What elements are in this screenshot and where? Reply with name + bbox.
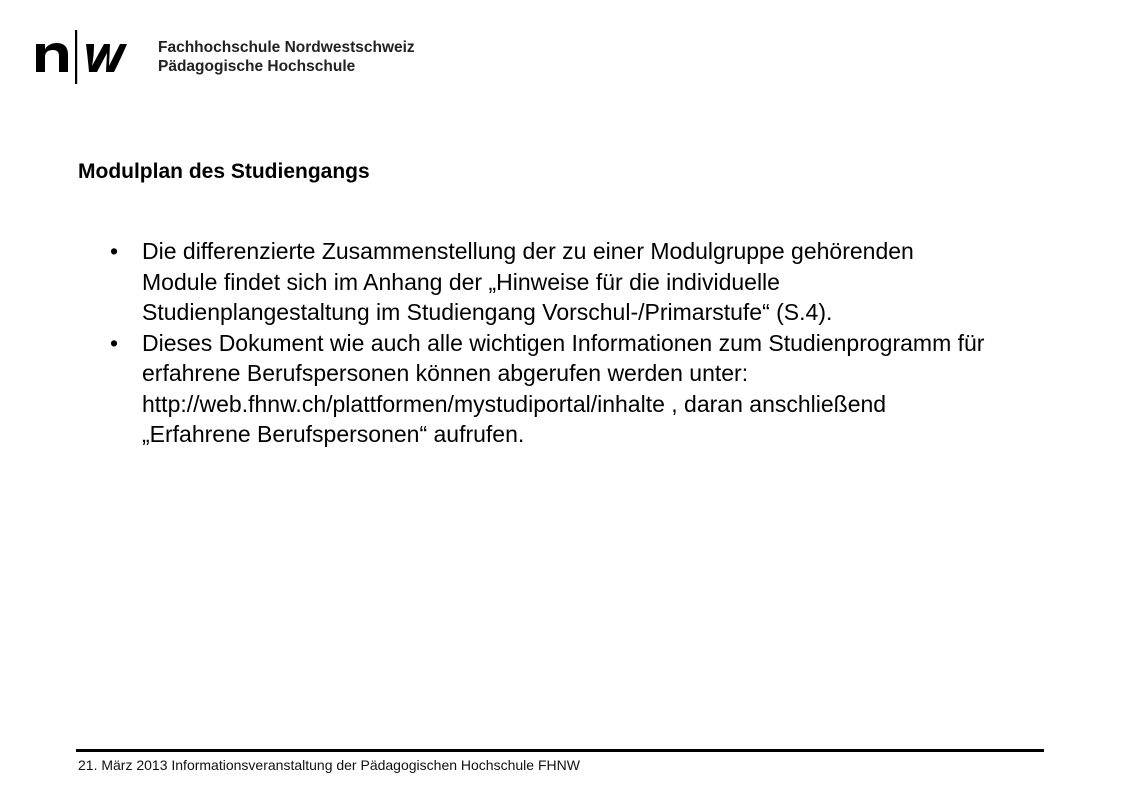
bullet-item-1 xyxy=(110,236,990,328)
fhnw-logo-text xyxy=(158,38,415,76)
bullet-text-2: Dieses Dokument wie auch alle wichtigen Informationen zum Studienprogramm für erfahrene Berufspersonen können abgerufen werden unter: http://web.fhnw.ch/plattformen/mystudiportal/inhalte , daran anschließend „Erfahrene Berufspersonen“ aufrufen. xyxy=(142,329,985,447)
logo-line-2: Pädagogische Hochschule xyxy=(158,58,356,75)
slide-title: Modulplan des Studiengangs xyxy=(78,160,370,183)
bullet-item-2 xyxy=(110,328,990,450)
logo-line-1: Fachhochschule Nordwestschweiz xyxy=(158,39,415,56)
bullet-marker: • xyxy=(110,329,119,356)
bullet-text-1: Die differenzierte Zusammenstellung der zu einer Modulgruppe gehörenden Module findet sich im Anhang der „Hinweise für die individuelle Studienplangestaltung im Studiengang Vorschul-/Primarstufe“ (S.4). xyxy=(142,238,914,325)
footer-divider xyxy=(76,749,1044,752)
bullet-marker: • xyxy=(110,238,119,264)
fhnw-logo-mark xyxy=(34,26,144,86)
fhnw-logo xyxy=(34,26,454,86)
bullet-list xyxy=(110,236,990,450)
footer-text: 21. März 2013 Informationsveranstaltung der Pädagogischen Hochschule FHNW xyxy=(78,757,580,773)
